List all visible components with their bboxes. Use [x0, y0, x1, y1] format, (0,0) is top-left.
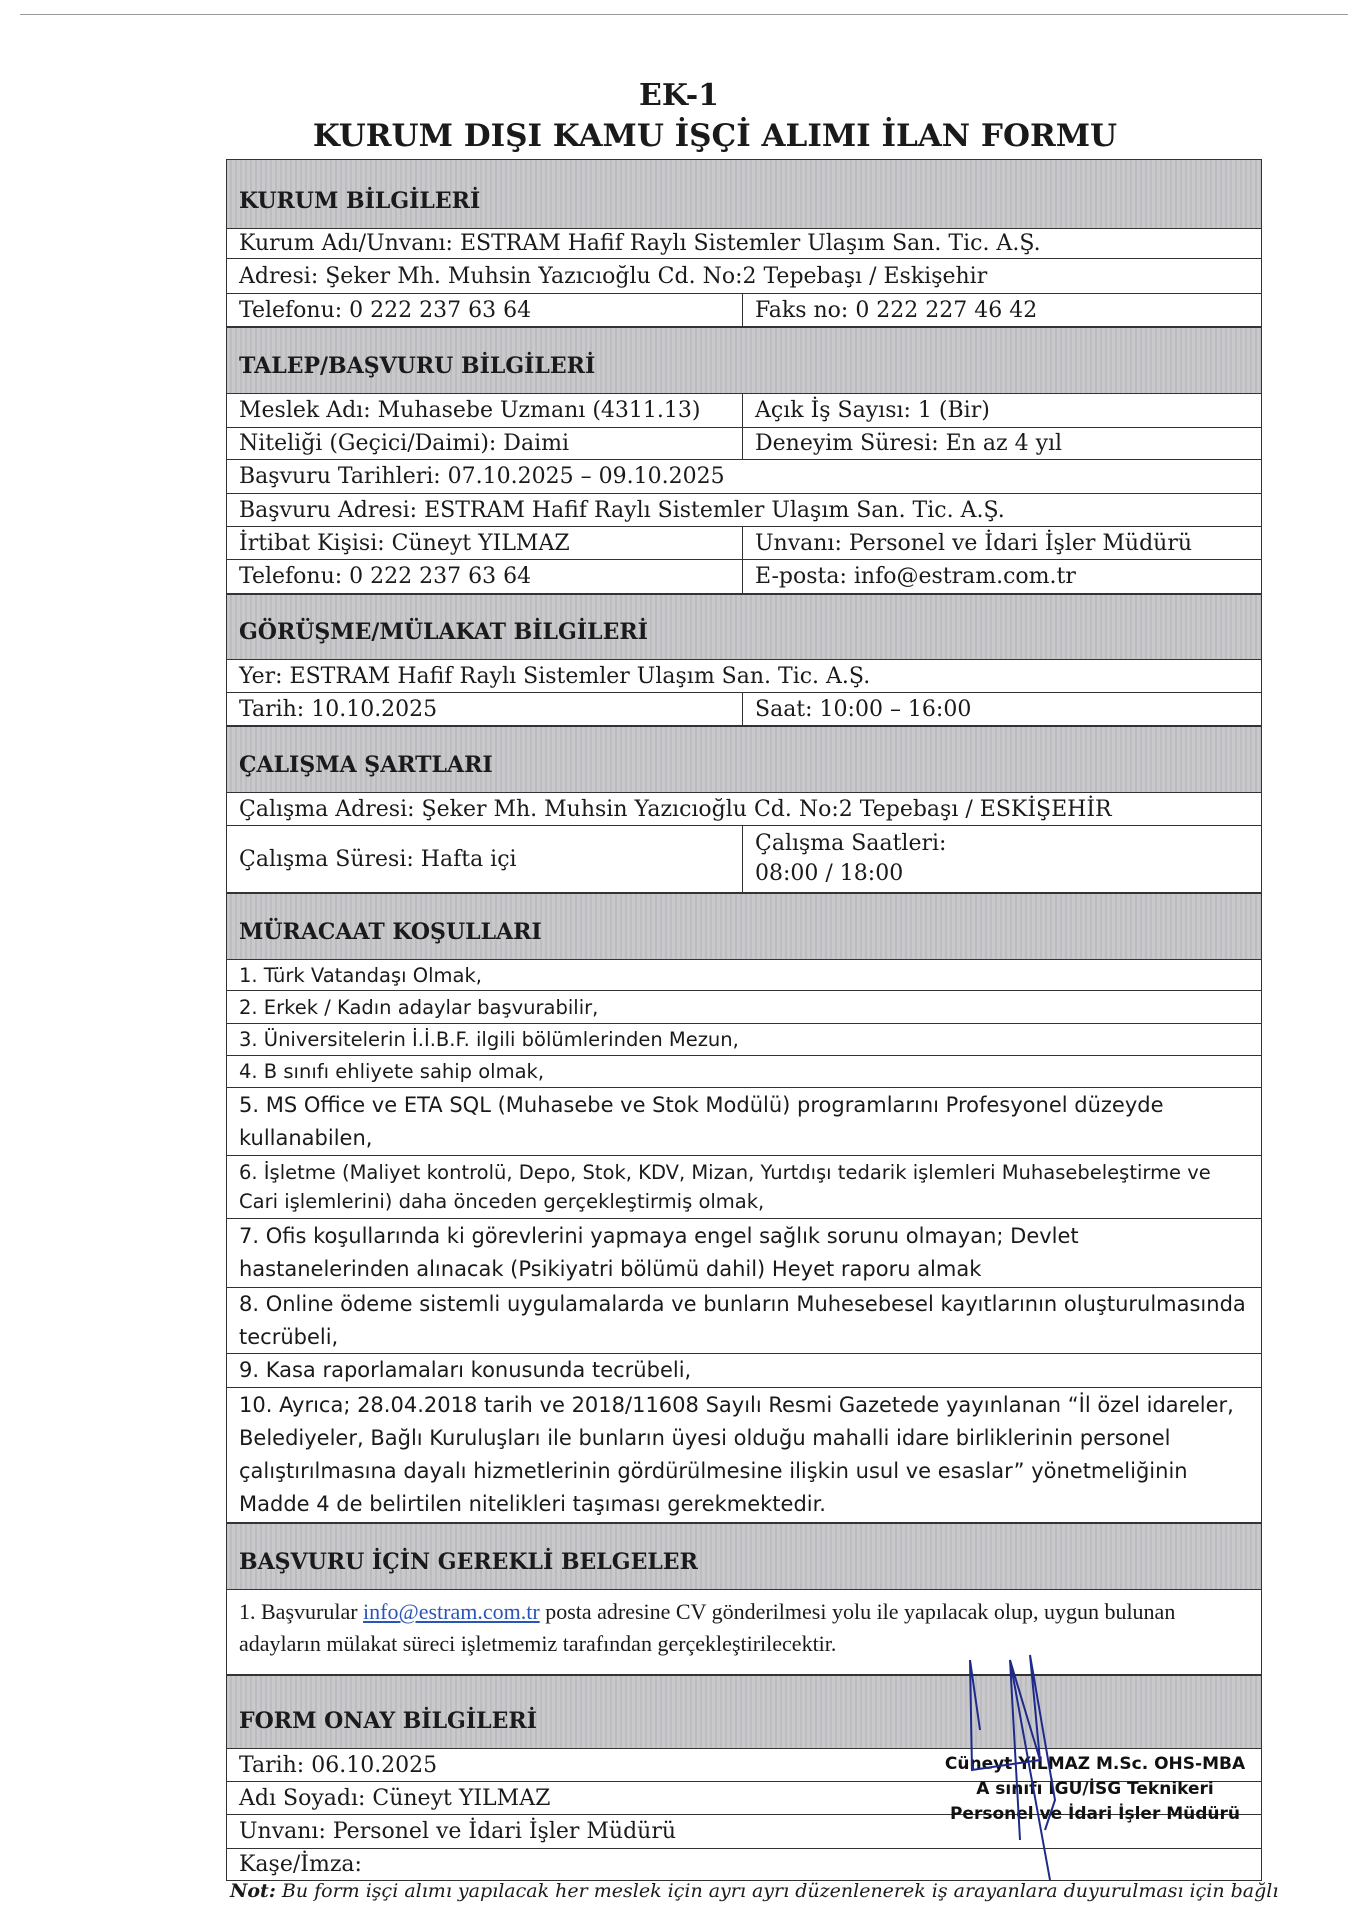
stamp-line: A sınıfı İGU/İSG Teknikeri: [976, 1779, 1214, 1799]
condition-item: 4. B sınıfı ehliyete sahip olmak,: [239, 1060, 545, 1083]
meslek: Meslek Adı: Muhasebe Uzmanı (4311.13): [227, 394, 743, 427]
gorusme-saat: Saat: 10:00 – 16:00: [755, 696, 972, 722]
kurum-address: Adresi: Şeker Mh. Muhsin Yazıcıoğlu Cd. No:2 Tepebaşı / Eskişehir: [239, 263, 988, 289]
kurum-fax: Faks no: 0 222 227 46 42: [755, 297, 1038, 323]
calisma-suresi: Çalışma Süresi: Hafta içi: [227, 826, 743, 892]
condition-item: 2. Erkek / Kadın adaylar başvurabilir,: [239, 995, 599, 1019]
irtibat-eposta: E-posta: info@estram.com.tr: [755, 564, 1076, 589]
form-title: KURUM DIŞI KAMU İŞÇİ ALIMI İLAN FORMU: [312, 118, 1118, 154]
email-link[interactable]: info@estram.com.tr: [363, 1599, 540, 1624]
belgeler-suffix: posta adresine CV gönderilmesi yolu ile yapılacak olup, uygun bulunan adayların mülakat süreci işletmemiz tarafından gerçekleştirilecektir.: [239, 1599, 1176, 1656]
calisma-adresi: Çalışma Adresi: Şeker Mh. Muhsin Yazıcıoğlu Cd. No:2 Tepebaşı / ESKİŞEHİR: [239, 796, 1112, 822]
irtibat-unvan: Unvanı: Personel ve İdari İşler Müdürü: [755, 530, 1193, 556]
calisma-saatleri-label: Çalışma Saatleri:: [755, 831, 947, 856]
onay-ad: Adı Soyadı: Cüneyt YILMAZ: [239, 1785, 551, 1811]
deneyim: Deneyim Süresi: En az 4 yıl: [755, 431, 1063, 456]
top-border: [20, 14, 1348, 15]
form-code: EK-1: [638, 78, 720, 113]
gorusme-tarih: Tarih: 10.10.2025: [227, 693, 743, 725]
section-gorusme-heading: GÖRÜŞME/MÜLAKAT BİLGİLERİ: [227, 594, 1261, 660]
condition-item: 5. MS Office ve ETA SQL (Muhasebe ve Stok Modülü) programlarını Profesyonel düzeyde kullanabilen,: [239, 1092, 1164, 1150]
onay-unvan: Unvanı: Personel ve İdari İşler Müdürü: [239, 1819, 677, 1844]
calisma-saatleri: 08:00 / 18:00: [755, 861, 904, 886]
stamp-line: Cüneyt YILMAZ M.Sc. OHS-MBA: [944, 1754, 1246, 1774]
onay-tarih: Tarih: 06.10.2025: [239, 1752, 438, 1778]
signature-icon: [950, 1650, 1150, 1900]
condition-item: 3. Üniversitelerin İ.İ.B.F. ilgili bölümlerinden Mezun,: [239, 1028, 739, 1051]
condition-item: 1. Türk Vatandaşı Olmak,: [239, 963, 482, 987]
kurum-phone: Telefonu: 0 222 237 63 64: [227, 294, 743, 326]
kurum-name: Kurum Adı/Unvanı: ESTRAM Hafif Raylı Sistemler Ulaşım San. Tic. A.Ş.: [239, 231, 1041, 256]
section-onay-heading: FORM ONAY BİLGİLERİ: [227, 1675, 1261, 1749]
section-calisma-heading: ÇALIŞMA ŞARTLARI: [227, 726, 1261, 793]
onay-kase: Kaşe/İmza:: [239, 1852, 362, 1877]
application-form: [226, 159, 1262, 1881]
note-label: Not:: [230, 1880, 276, 1902]
section-kurum-heading: KURUM BİLGİLERİ: [227, 159, 1261, 229]
nitelik: Niteliği (Geçici/Daimi): Daimi: [227, 428, 743, 459]
basvuru-tarihleri: Başvuru Tarihleri: 07.10.2025 – 09.10.2025: [239, 464, 725, 489]
irtibat: İrtibat Kişisi: Cüneyt YILMAZ: [227, 527, 743, 559]
condition-item: 7. Ofis koşullarında ki görevlerini yapmaya engel sağlık sorunu olmayan; Devlet hastanelerinden alınacak (Psikiyatri bölümü dahil) Heyet raporu almak: [239, 1224, 1079, 1281]
section-muracaat-heading: MÜRACAAT KOŞULLARI: [227, 893, 1261, 960]
note-text: Bu form işçi alımı yapılacak her meslek için ayrı ayrı düzenlenerek iş arayanlara duyurulması için bağlı: [275, 1880, 1279, 1902]
basvuru-adresi: Başvuru Adresi: ESTRAM Hafif Raylı Sistemler Ulaşım San. Tic. A.Ş.: [239, 497, 1005, 523]
condition-item: 9. Kasa raporlamaları konusunda tecrübeli,: [239, 1358, 692, 1382]
section-talep-heading: TALEP/BAŞVURU BİLGİLERİ: [227, 327, 1261, 394]
condition-item: 10. Ayrıca; 28.04.2018 tarih ve 2018/11608 Sayılı Resmi Gazetede yayınlanan “İl özel idareler, Belediyeler, Bağlı Kuruluşları ile bunların üyesi olduğu mahalli idare birliklerinin personel çalıştırılmasına dayalı hizmetlerinin gördürülmesine ilişkin usul ve esaslar” yönetmeliğinin Madde 4 de belirtilen nitelikleri taşıması gerekmektedir.: [239, 1393, 1234, 1516]
acik-is: Açık İş Sayısı: 1 (Bir): [755, 398, 990, 423]
irtibat-telefon: Telefonu: 0 222 237 63 64: [227, 560, 743, 593]
stamp-line: Personel ve İdari İşler Müdürü: [949, 1804, 1241, 1824]
footer-note: [230, 1880, 1278, 1902]
condition-item: 8. Online ödeme sistemli uygulamalarda ve bunların Muhesebesel kayıtlarının oluşturulmasında tecrübeli,: [239, 1291, 1246, 1349]
belgeler-prefix: 1. Başvurular: [239, 1599, 364, 1624]
gorusme-yer: Yer: ESTRAM Hafif Raylı Sistemler Ulaşım San. Tic. A.Ş.: [239, 663, 871, 689]
section-belgeler-heading: BAŞVURU İÇİN GEREKLİ BELGELER: [227, 1523, 1261, 1590]
condition-item: 6. İşletme (Maliyet kontrolü, Depo, Stok, KDV, Mizan, Yurtdışı tedarik işlemleri Muhasebeleştirme ve Cari işlemlerini) daha önceden gerçekleştirmiş olmak,: [239, 1161, 1211, 1213]
